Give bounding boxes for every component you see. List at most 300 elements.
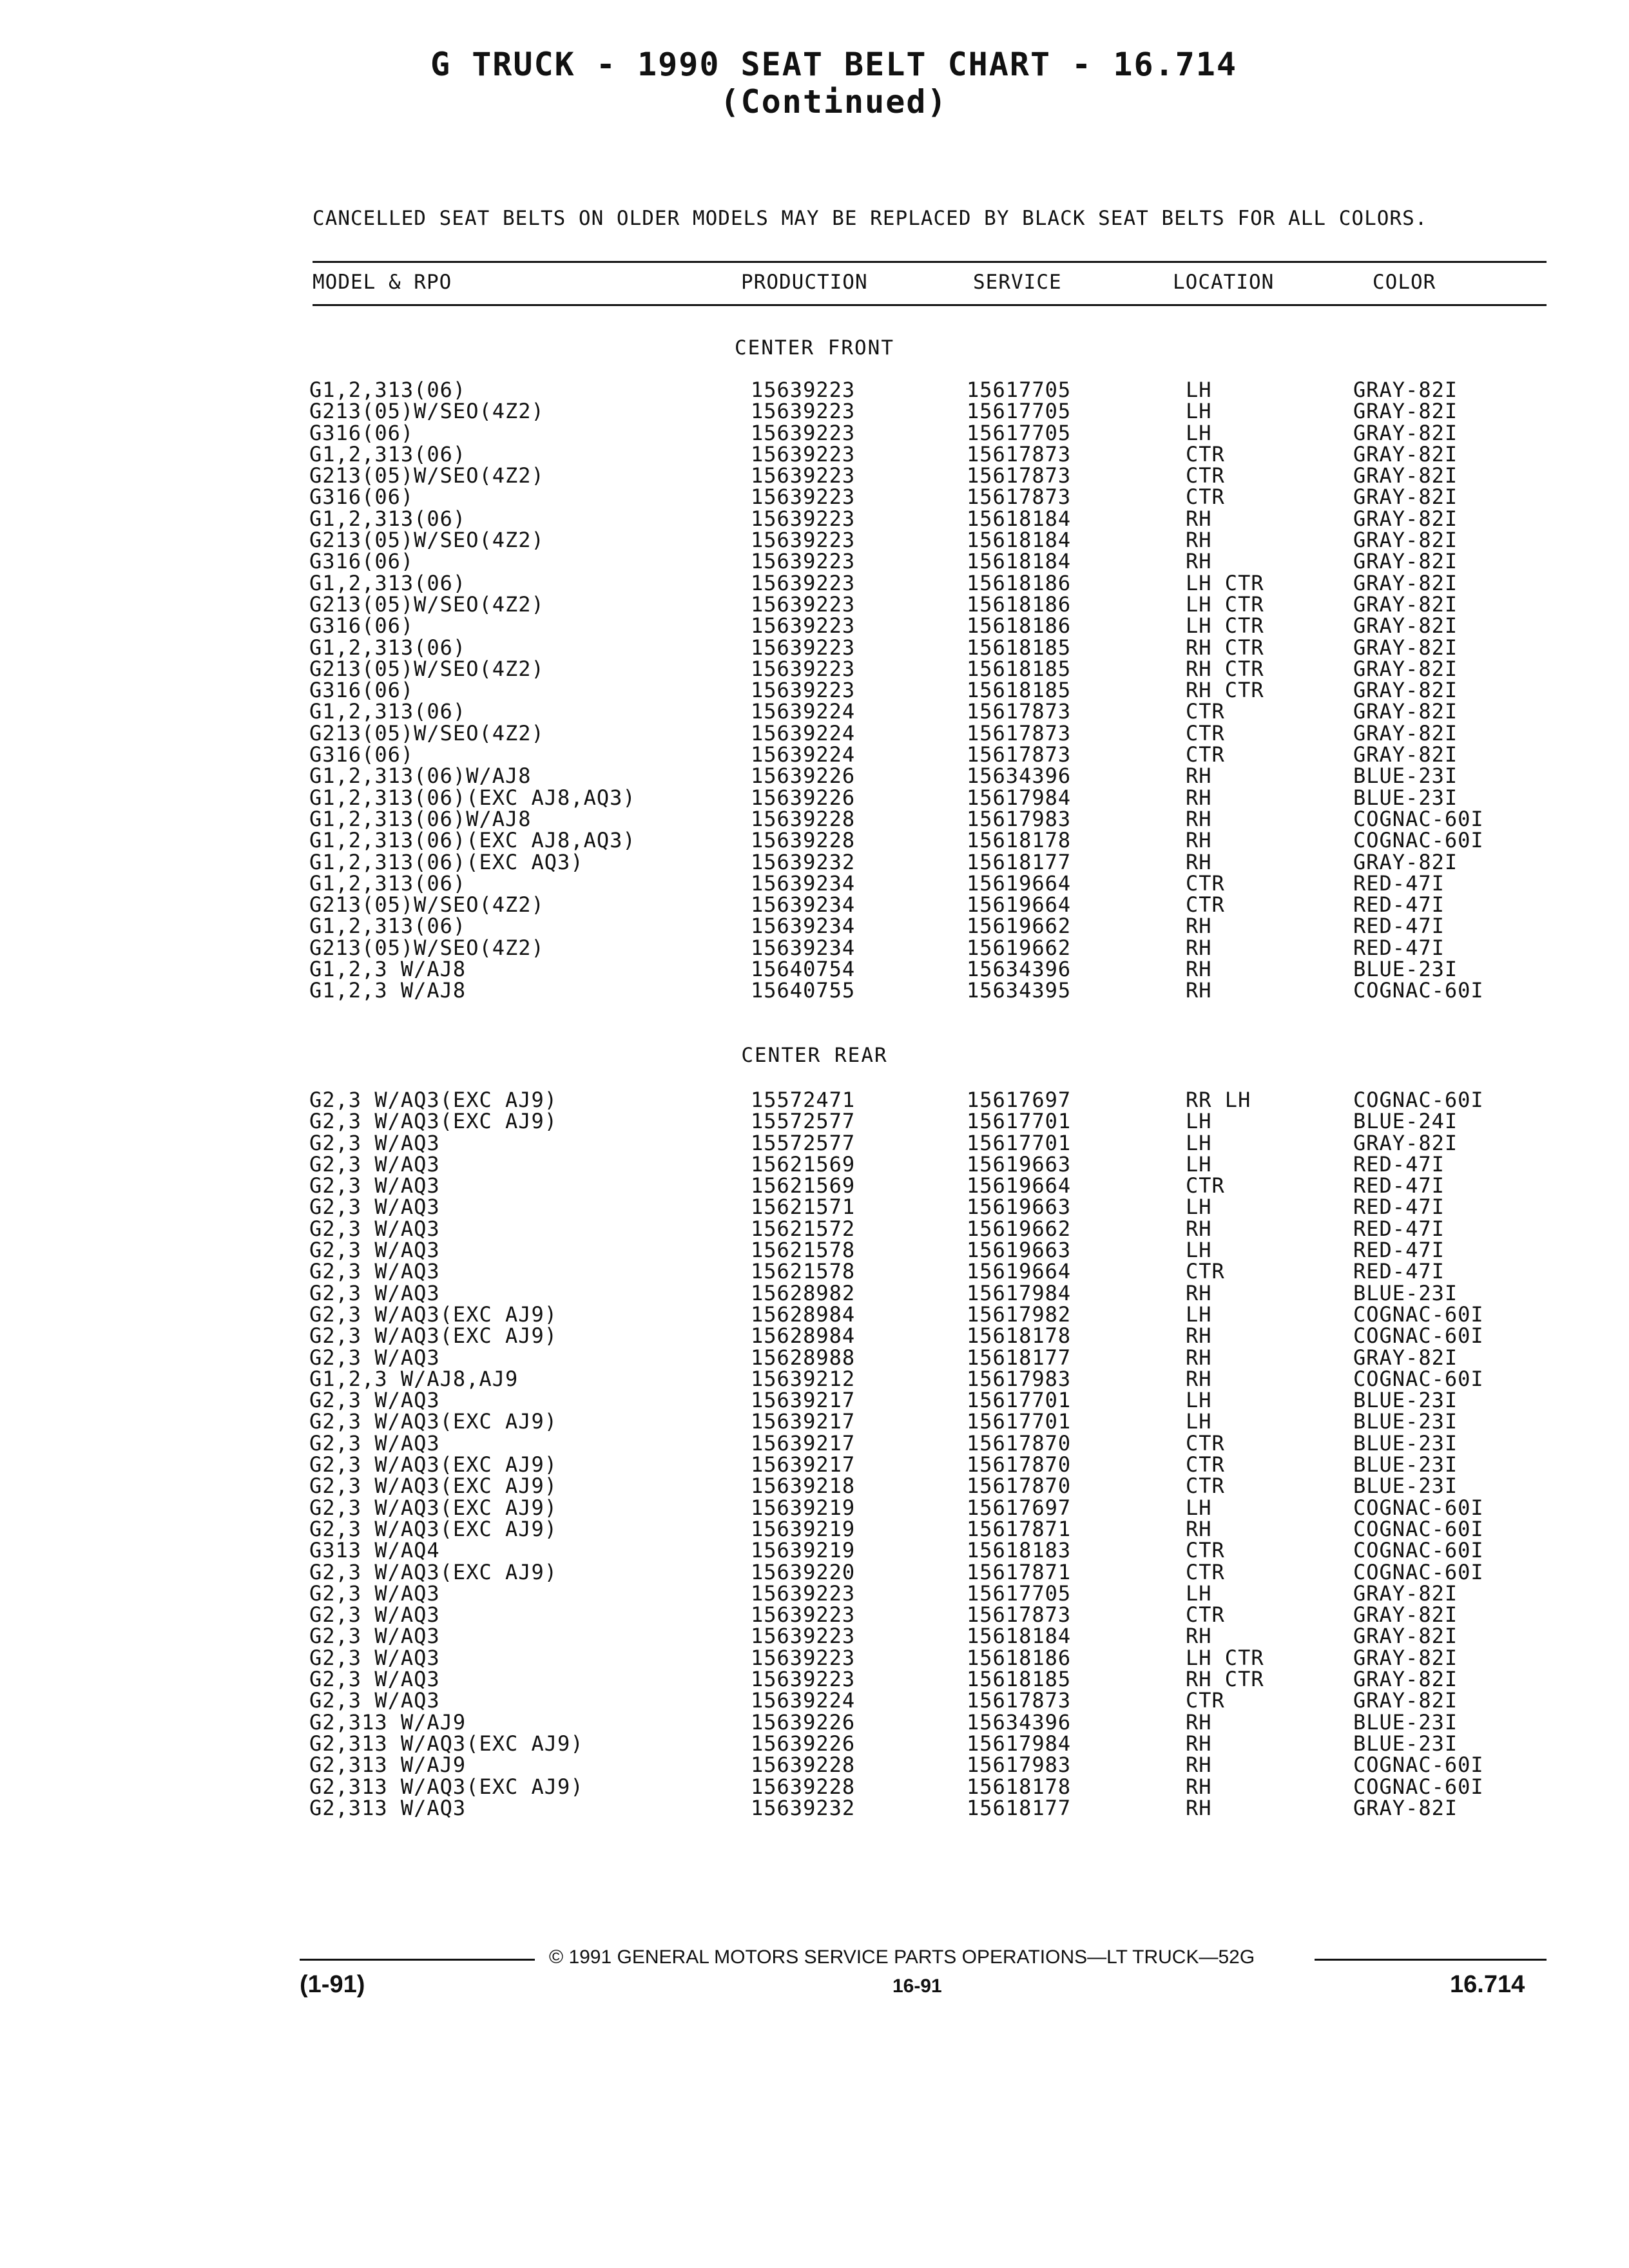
cell-location: LH xyxy=(1186,1495,1212,1520)
cell-model: G1,2,313(06) xyxy=(309,699,467,724)
cell-location: CTR xyxy=(1186,1688,1225,1713)
table-row xyxy=(309,1283,1547,1305)
table-row xyxy=(309,552,1547,573)
cell-model: G2,3 W/AQ3 xyxy=(309,1151,440,1177)
cell-production: 15639217 xyxy=(751,1452,856,1477)
cell-color: BLUE-23I xyxy=(1353,957,1458,982)
cell-service: 15618186 xyxy=(967,570,1072,595)
cell-color: COGNAC-60I xyxy=(1353,806,1484,831)
cell-color: GRAY-82I xyxy=(1353,485,1458,510)
cell-location: RH xyxy=(1186,1624,1212,1649)
table-row xyxy=(309,938,1547,959)
cell-location: CTR xyxy=(1186,1259,1225,1284)
cell-production: 15639234 xyxy=(751,892,856,918)
cell-service: 15617870 xyxy=(967,1452,1072,1477)
column-header-service: SERVICE xyxy=(973,271,1062,294)
cell-location: RH xyxy=(1186,1774,1212,1799)
cell-color: GRAY-82I xyxy=(1353,1795,1458,1820)
table-row xyxy=(309,466,1547,487)
table-row xyxy=(309,1219,1547,1240)
header-bottom-rule xyxy=(313,304,1547,306)
table-row xyxy=(309,809,1547,831)
cell-location: CTR xyxy=(1186,485,1225,510)
cell-color: BLUE-23I xyxy=(1353,1280,1458,1305)
cell-service: 15617873 xyxy=(967,1688,1072,1713)
cell-color: RED-47I xyxy=(1353,1173,1445,1198)
cell-color: RED-47I xyxy=(1353,1259,1445,1284)
cell-service: 15617984 xyxy=(967,1280,1072,1305)
cell-color: COGNAC-60I xyxy=(1353,1088,1484,1112)
cell-model: G1,2,313(06)(EXC AQ3) xyxy=(309,849,584,874)
cell-color: BLUE-23I xyxy=(1353,1452,1458,1477)
cell-service: 15619662 xyxy=(967,1216,1072,1241)
cell-service: 15618186 xyxy=(967,613,1072,639)
cell-production: 15572577 xyxy=(751,1130,856,1155)
cell-model: G1,2,313(06)(EXC AJ8,AQ3) xyxy=(309,785,636,810)
section-title-center-rear: CENTER REAR xyxy=(741,1044,888,1067)
cell-location: LH xyxy=(1186,1195,1212,1220)
cell-location: RH xyxy=(1186,785,1212,810)
cell-color: GRAY-82I xyxy=(1353,1345,1458,1370)
cell-model: G1,2,3 W/AJ8 xyxy=(309,978,467,1003)
cell-location: RH xyxy=(1186,1731,1212,1756)
cell-service: 15618177 xyxy=(967,1345,1072,1370)
cell-model: G2,3 W/AQ3(EXC AJ9) xyxy=(309,1302,558,1327)
cell-color: GRAY-82I xyxy=(1353,506,1458,531)
table-row xyxy=(309,852,1547,874)
cell-location: RH xyxy=(1186,1753,1212,1778)
cell-color: GRAY-82I xyxy=(1353,570,1458,595)
cell-model: G2,3 W/AQ3 xyxy=(309,1667,440,1692)
cell-location: LH xyxy=(1186,1238,1212,1263)
cell-color: COGNAC-60I xyxy=(1353,1366,1484,1391)
cell-model: G2,3 W/AQ3 xyxy=(309,1173,440,1198)
cell-location: LH xyxy=(1186,420,1212,445)
center-rear-table xyxy=(309,1090,1547,1820)
cell-model: G316(06) xyxy=(309,549,414,574)
cell-service: 15617705 xyxy=(967,1581,1072,1606)
cell-color: GRAY-82I xyxy=(1353,1624,1458,1649)
cell-model: G2,313 W/AQ3(EXC AJ9) xyxy=(309,1774,584,1799)
cell-production: 15621571 xyxy=(751,1195,856,1220)
cell-model: G1,2,313(06)W/AJ8 xyxy=(309,806,532,831)
cell-location: RH xyxy=(1186,1280,1212,1305)
table-row xyxy=(309,1476,1547,1497)
cell-location: LH CTR xyxy=(1186,591,1264,617)
cell-location: RH xyxy=(1186,1795,1212,1820)
cell-model: G2,3 W/AQ3 xyxy=(309,1430,440,1456)
cell-production: 15628984 xyxy=(751,1302,856,1327)
table-row xyxy=(309,1541,1547,1562)
cell-model: G213(05)W/SEO(4Z2) xyxy=(309,892,545,918)
table-row xyxy=(309,1648,1547,1669)
cell-service: 15617697 xyxy=(967,1495,1072,1520)
cell-service: 15617701 xyxy=(967,1388,1072,1413)
cell-production: 15639223 xyxy=(751,1581,856,1606)
cell-color: RED-47I xyxy=(1353,935,1445,960)
cell-color: COGNAC-60I xyxy=(1353,1559,1484,1584)
cell-model: G2,3 W/AQ3(EXC AJ9) xyxy=(309,1323,558,1349)
cell-location: LH xyxy=(1186,399,1212,424)
table-row xyxy=(309,1155,1547,1176)
cell-service: 15634396 xyxy=(967,957,1072,982)
cell-production: 15639224 xyxy=(751,742,856,767)
cell-color: COGNAC-60I xyxy=(1353,1538,1484,1563)
cell-model: G1,2,313(06) xyxy=(309,441,467,466)
cell-location: CTR xyxy=(1186,1602,1225,1628)
cell-model: G2,3 W/AQ3(EXC AJ9) xyxy=(309,1495,558,1520)
cell-model: G213(05)W/SEO(4Z2) xyxy=(309,591,545,617)
cell-location: RH xyxy=(1186,1709,1212,1735)
column-header-model: MODEL & RPO xyxy=(313,271,452,294)
cell-color: GRAY-82I xyxy=(1353,378,1458,402)
cell-production: 15621569 xyxy=(751,1173,856,1198)
cell-color: BLUE-23I xyxy=(1353,1731,1458,1756)
page-title: G TRUCK - 1990 SEAT BELT CHART - 16.714 xyxy=(430,46,1237,83)
cell-service: 15617705 xyxy=(967,378,1072,402)
cell-production: 15639223 xyxy=(751,635,856,660)
cell-model: G2,3 W/AQ3 xyxy=(309,1238,440,1263)
table-row xyxy=(309,874,1547,895)
cell-production: 15639212 xyxy=(751,1366,856,1391)
cell-location: CTR xyxy=(1186,1474,1225,1499)
cell-color: RED-47I xyxy=(1353,892,1445,918)
cell-model: G1,2,313(06) xyxy=(309,914,467,939)
table-row xyxy=(309,530,1547,552)
cell-model: G2,3 W/AQ3 xyxy=(309,1130,440,1155)
cell-location: RH xyxy=(1186,914,1212,939)
cell-production: 15639217 xyxy=(751,1388,856,1413)
table-row xyxy=(309,1455,1547,1476)
cell-model: G213(05)W/SEO(4Z2) xyxy=(309,399,545,424)
cell-model: G2,3 W/AQ3 xyxy=(309,1688,440,1713)
cell-location: RH xyxy=(1186,1345,1212,1370)
cell-service: 15618178 xyxy=(967,828,1072,853)
table-row xyxy=(309,1755,1547,1776)
cell-model: G2,313 W/AQ3(EXC AJ9) xyxy=(309,1731,584,1756)
cell-location: LH CTR xyxy=(1186,613,1264,639)
cell-service: 15617873 xyxy=(967,1602,1072,1628)
cell-location: RH xyxy=(1186,1323,1212,1349)
table-row xyxy=(309,959,1547,981)
table-row xyxy=(309,616,1547,637)
table-row xyxy=(309,1584,1547,1605)
cell-production: 15621569 xyxy=(751,1151,856,1177)
cell-service: 15618178 xyxy=(967,1774,1072,1799)
cell-location: LH xyxy=(1186,1302,1212,1327)
cell-model: G2,3 W/AQ3 xyxy=(309,1581,440,1606)
cell-color: GRAY-82I xyxy=(1353,399,1458,424)
cell-model: G2,313 W/AJ9 xyxy=(309,1709,467,1735)
cell-model: G2,3 W/AQ3 xyxy=(309,1195,440,1220)
cell-location: CTR xyxy=(1186,742,1225,767)
cell-production: 15639219 xyxy=(751,1516,856,1541)
cell-color: GRAY-82I xyxy=(1353,720,1458,745)
cell-location: CTR xyxy=(1186,1538,1225,1563)
cell-model: G1,2,313(06) xyxy=(309,870,467,896)
cell-production: 15639228 xyxy=(751,1774,856,1799)
table-row xyxy=(309,1240,1547,1262)
cell-service: 15618184 xyxy=(967,549,1072,574)
cell-model: G316(06) xyxy=(309,678,414,703)
column-header-production: PRODUCTION xyxy=(741,271,868,294)
table-row xyxy=(309,1669,1547,1691)
cell-location: RH xyxy=(1186,1516,1212,1541)
cell-location: CTR xyxy=(1186,699,1225,724)
cell-location: RH xyxy=(1186,806,1212,831)
cell-color: BLUE-23I xyxy=(1353,1388,1458,1413)
cell-model: G2,3 W/AQ3(EXC AJ9) xyxy=(309,1109,558,1134)
cell-production: 15639223 xyxy=(751,463,856,488)
cell-color: COGNAC-60I xyxy=(1353,828,1484,853)
cell-model: G1,2,313(06) xyxy=(309,378,467,402)
cell-color: COGNAC-60I xyxy=(1353,1495,1484,1520)
cell-model: G1,2,3 W/AJ8,AJ9 xyxy=(309,1366,519,1391)
cell-location: LH CTR xyxy=(1186,1645,1264,1670)
table-row xyxy=(309,1305,1547,1326)
table-row xyxy=(309,1326,1547,1347)
cell-service: 15618178 xyxy=(967,1323,1072,1349)
center-front-table xyxy=(309,380,1547,1003)
table-row xyxy=(309,1348,1547,1369)
cell-color: COGNAC-60I xyxy=(1353,1753,1484,1778)
footer-page-code: 16-91 xyxy=(892,1975,942,1997)
table-row xyxy=(309,916,1547,937)
cell-color: RED-47I xyxy=(1353,1151,1445,1177)
cell-location: CTR xyxy=(1186,892,1225,918)
table-row xyxy=(309,1390,1547,1412)
cell-production: 15639223 xyxy=(751,613,856,639)
cell-location: RH xyxy=(1186,957,1212,982)
cell-location: RR LH xyxy=(1186,1088,1251,1112)
cell-service: 15617701 xyxy=(967,1130,1072,1155)
cell-color: BLUE-23I xyxy=(1353,785,1458,810)
cell-model: G2,3 W/AQ3(EXC AJ9) xyxy=(309,1559,558,1584)
cell-service: 15619664 xyxy=(967,1259,1072,1284)
cell-production: 15621578 xyxy=(751,1238,856,1263)
cell-production: 15628982 xyxy=(751,1280,856,1305)
table-row xyxy=(309,1176,1547,1197)
cell-location: LH xyxy=(1186,1409,1212,1434)
cell-service: 15617701 xyxy=(967,1109,1072,1134)
cell-location: RH CTR xyxy=(1186,635,1264,660)
cell-location: LH xyxy=(1186,1388,1212,1413)
cell-production: 15639219 xyxy=(751,1538,856,1563)
cell-color: GRAY-82I xyxy=(1353,1688,1458,1713)
cell-production: 15639224 xyxy=(751,699,856,724)
cell-model: G213(05)W/SEO(4Z2) xyxy=(309,720,545,745)
cell-color: RED-47I xyxy=(1353,1216,1445,1241)
cell-production: 15639234 xyxy=(751,935,856,960)
cell-location: LH xyxy=(1186,1130,1212,1155)
cell-production: 15628988 xyxy=(751,1345,856,1370)
cell-color: RED-47I xyxy=(1353,914,1445,939)
table-row xyxy=(309,766,1547,787)
table-row xyxy=(309,401,1547,423)
footer-copyright: © 1991 GENERAL MOTORS SERVICE PARTS OPERATIONS—LT TRUCK—52G xyxy=(549,1946,1255,1968)
cell-production: 15639223 xyxy=(751,528,856,553)
cell-production: 15639223 xyxy=(751,485,856,510)
cell-location: CTR xyxy=(1186,441,1225,466)
cell-color: BLUE-23I xyxy=(1353,1430,1458,1456)
cell-production: 15639223 xyxy=(751,399,856,424)
cell-service: 15617873 xyxy=(967,485,1072,510)
cell-model: G213(05)W/SEO(4Z2) xyxy=(309,935,545,960)
cell-location: RH CTR xyxy=(1186,656,1264,681)
cell-location: RH xyxy=(1186,549,1212,574)
cell-model: G1,2,313(06) xyxy=(309,570,467,595)
cell-location: RH xyxy=(1186,506,1212,531)
cell-model: G2,3 W/AQ3 xyxy=(309,1388,440,1413)
cell-color: GRAY-82I xyxy=(1353,441,1458,466)
cell-model: G2,3 W/AQ3 xyxy=(309,1345,440,1370)
cell-service: 15619663 xyxy=(967,1195,1072,1220)
table-row xyxy=(309,1691,1547,1712)
cell-service: 15619664 xyxy=(967,892,1072,918)
cell-service: 15617984 xyxy=(967,785,1072,810)
cell-service: 15617873 xyxy=(967,742,1072,767)
cell-production: 15639220 xyxy=(751,1559,856,1584)
cell-color: COGNAC-60I xyxy=(1353,978,1484,1003)
cell-color: GRAY-82I xyxy=(1353,463,1458,488)
cell-location: CTR xyxy=(1186,1430,1225,1456)
cell-service: 15619663 xyxy=(967,1238,1072,1263)
cell-production: 15639223 xyxy=(751,1667,856,1692)
cell-service: 15617871 xyxy=(967,1559,1072,1584)
cell-location: LH xyxy=(1186,1151,1212,1177)
cell-color: GRAY-82I xyxy=(1353,528,1458,553)
cell-production: 15639223 xyxy=(751,378,856,402)
cell-service: 15617705 xyxy=(967,420,1072,445)
cell-color: GRAY-82I xyxy=(1353,549,1458,574)
cell-service: 15617870 xyxy=(967,1430,1072,1456)
cell-service: 15617983 xyxy=(967,806,1072,831)
cell-service: 15617873 xyxy=(967,441,1072,466)
cell-service: 15619662 xyxy=(967,914,1072,939)
cell-production: 15639219 xyxy=(751,1495,856,1520)
cell-model: G1,2,3 W/AJ8 xyxy=(309,957,467,982)
cell-color: GRAY-82I xyxy=(1353,849,1458,874)
table-row xyxy=(309,1111,1547,1133)
cell-color: BLUE-23I xyxy=(1353,1474,1458,1499)
cell-color: GRAY-82I xyxy=(1353,1581,1458,1606)
cell-location: RH xyxy=(1186,528,1212,553)
cell-location: RH CTR xyxy=(1186,1667,1264,1692)
cell-model: G2,3 W/AQ3 xyxy=(309,1259,440,1284)
cell-production: 15639217 xyxy=(751,1409,856,1434)
cell-service: 15619663 xyxy=(967,1151,1072,1177)
table-row xyxy=(309,423,1547,445)
cell-production: 15639226 xyxy=(751,785,856,810)
cell-model: G2,3 W/AQ3(EXC AJ9) xyxy=(309,1516,558,1541)
cell-service: 15617871 xyxy=(967,1516,1072,1541)
cell-production: 15639223 xyxy=(751,591,856,617)
cell-model: G2,3 W/AQ3 xyxy=(309,1624,440,1649)
cell-production: 15640755 xyxy=(751,978,856,1003)
cell-location: LH xyxy=(1186,1581,1212,1606)
cell-production: 15639228 xyxy=(751,806,856,831)
table-row xyxy=(309,638,1547,659)
table-row xyxy=(309,1519,1547,1541)
footer-rule-left xyxy=(300,1959,535,1961)
cell-production: 15639223 xyxy=(751,506,856,531)
table-row xyxy=(309,1369,1547,1390)
table-row xyxy=(309,595,1547,616)
cell-model: G2,3 W/AQ3 xyxy=(309,1216,440,1241)
cell-service: 15634396 xyxy=(967,764,1072,789)
column-header-location: LOCATION xyxy=(1173,271,1275,294)
cell-location: CTR xyxy=(1186,1452,1225,1477)
table-row xyxy=(309,1090,1547,1111)
cell-location: RH xyxy=(1186,1366,1212,1391)
cell-location: CTR xyxy=(1186,870,1225,896)
cell-location: CTR xyxy=(1186,1173,1225,1198)
cell-color: COGNAC-60I xyxy=(1353,1323,1484,1349)
cell-model: G2,313 W/AJ9 xyxy=(309,1753,467,1778)
cell-color: GRAY-82I xyxy=(1353,635,1458,660)
cell-service: 15617705 xyxy=(967,399,1072,424)
cell-production: 15639224 xyxy=(751,720,856,745)
cell-model: G316(06) xyxy=(309,420,414,445)
cell-location: CTR xyxy=(1186,1559,1225,1584)
table-row xyxy=(309,1605,1547,1626)
cell-color: GRAY-82I xyxy=(1353,742,1458,767)
cell-production: 15621572 xyxy=(751,1216,856,1241)
cell-color: BLUE-23I xyxy=(1353,1709,1458,1735)
table-row xyxy=(309,1498,1547,1519)
cell-color: GRAY-82I xyxy=(1353,1130,1458,1155)
cell-color: RED-47I xyxy=(1353,1195,1445,1220)
cell-model: G316(06) xyxy=(309,613,414,639)
cell-service: 15617983 xyxy=(967,1753,1072,1778)
cell-service: 15618183 xyxy=(967,1538,1072,1563)
cell-model: G213(05)W/SEO(4Z2) xyxy=(309,528,545,553)
cell-production: 15639223 xyxy=(751,1645,856,1670)
cell-service: 15619664 xyxy=(967,870,1072,896)
table-row xyxy=(309,659,1547,680)
cell-production: 15639226 xyxy=(751,1709,856,1735)
table-row xyxy=(309,745,1547,766)
table-row xyxy=(309,981,1547,1002)
cell-model: G2,3 W/AQ3 xyxy=(309,1280,440,1305)
cell-model: G1,2,313(06) xyxy=(309,635,467,660)
cell-model: G2,3 W/AQ3(EXC AJ9) xyxy=(309,1474,558,1499)
cell-production: 15621578 xyxy=(751,1259,856,1284)
cell-production: 15639223 xyxy=(751,570,856,595)
cell-color: RED-47I xyxy=(1353,1238,1445,1263)
cell-model: G213(05)W/SEO(4Z2) xyxy=(309,463,545,488)
table-row xyxy=(309,1197,1547,1218)
cell-service: 15617982 xyxy=(967,1302,1072,1327)
footer-rule-right xyxy=(1315,1959,1547,1961)
cell-production: 15639223 xyxy=(751,656,856,681)
cell-production: 15639223 xyxy=(751,1624,856,1649)
cell-service: 15618184 xyxy=(967,506,1072,531)
header-top-rule xyxy=(313,261,1547,263)
cell-production: 15639223 xyxy=(751,678,856,703)
cell-production: 15639218 xyxy=(751,1474,856,1499)
cell-service: 15634396 xyxy=(967,1709,1072,1735)
table-row xyxy=(309,1626,1547,1648)
cell-model: G313 W/AQ4 xyxy=(309,1538,440,1563)
cell-production: 15639226 xyxy=(751,764,856,789)
cell-color: GRAY-82I xyxy=(1353,1667,1458,1692)
cell-model: G2,3 W/AQ3 xyxy=(309,1645,440,1670)
cell-location: LH xyxy=(1186,378,1212,402)
cell-color: BLUE-24I xyxy=(1353,1109,1458,1134)
table-row xyxy=(309,680,1547,702)
table-row xyxy=(309,1412,1547,1433)
